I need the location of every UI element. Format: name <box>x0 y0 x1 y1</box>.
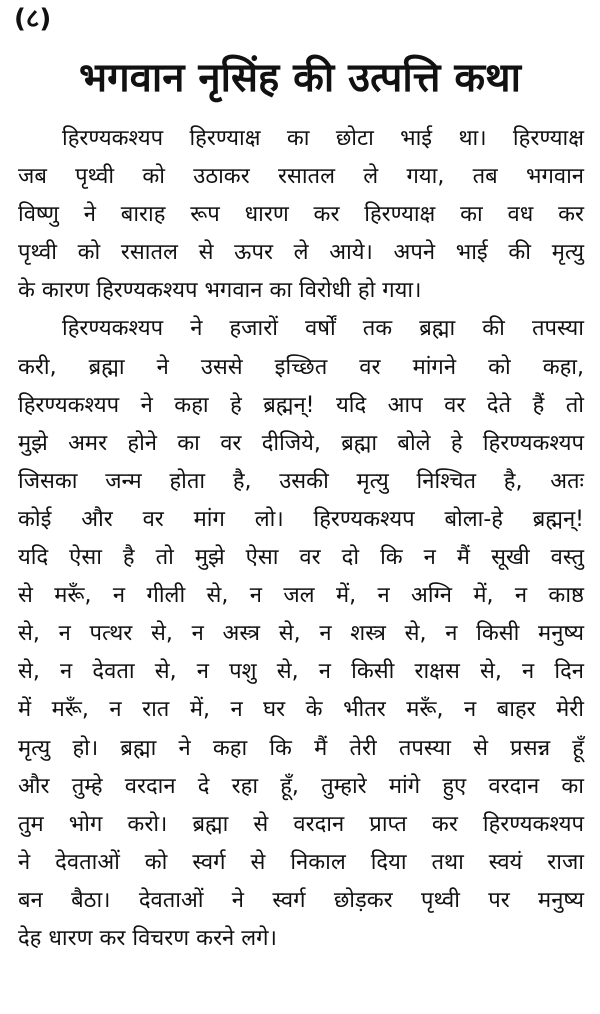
paragraph-2-line-11: में मरूँ, न रात में, न घर के भीतर मरूँ, न बाहर मेरी <box>18 697 584 723</box>
story-title: भगवान नृसिंह की उत्पत्ति कथा <box>79 55 521 101</box>
paragraph-2-line-5: जिसका जन्म होता है, उसकी मृत्यु निश्चित है, अतः <box>18 468 584 494</box>
paragraph-1-line-4: पृथ्वी को रसातल से ऊपर ले आये। अपने भाई की मृत्यु <box>18 240 584 266</box>
paragraph-2-line-3: हिरण्यकश्यप ने कहा हे ब्रह्मन्! यदि आप वर देते हैं तो <box>18 392 584 418</box>
paragraph-2-line-6: कोई और वर मांग लो। हिरण्यकश्यप बोला-हे ब्रह्मन्! <box>18 506 584 532</box>
paragraph-2-line-7: यदि ऐसा है तो मुझे ऐसा वर दो कि न मैं सूखी वस्तु <box>18 545 584 571</box>
paragraph-2-line-9: से, न पत्थर से, न अस्त्र से, न शस्त्र से, न किसी मनुष्य <box>18 621 584 647</box>
paragraph-1-line-2: जब पृथ्वी को उठाकर रसातल ले गया, तब भगवान <box>18 164 584 190</box>
paragraph-1-line-3: विष्णु ने बाराह रूप धारण कर हिरण्याक्ष का वध कर <box>18 202 584 228</box>
paragraph-2-line-13: और तुम्हे वरदान दे रहा हूँ, तुम्हारे मांगे हुए वरदान का <box>18 773 584 799</box>
paragraph-1-line-1: हिरण्यकश्यप हिरण्याक्ष का छोटा भाई था। हिरण्याक्ष <box>62 126 584 151</box>
paragraph-1-line-5: के कारण हिरण्यकश्यप भगवान का विरोधी हो गया। <box>18 278 422 304</box>
paragraph-2-line-15: ने देवताओं को स्वर्ग से निकाल दिया तथा स्वयं राजा <box>18 849 584 875</box>
paragraph-2-line-4: मुझे अमर होने का वर दीजिये, ब्रह्मा बोले हे हिरण्यकश्यप <box>18 430 584 456</box>
paragraph-2-line-14: तुम भोग करो। ब्रह्मा से वरदान प्राप्त कर हिरण्यकश्यप <box>18 811 584 837</box>
paragraph-2-line-8: से मरूँ, न गीली से, न जल में, न अग्नि में, न काष्ठ <box>18 583 584 609</box>
paragraph-2-line-12: मृत्यु हो। ब्रह्मा ने कहा कि मैं तेरी तपस्या से प्रसन्न हूँ <box>18 735 584 761</box>
paragraph-2-line-16: बन बैठा। देवताओं ने स्वर्ग छोड़कर पृथ्वी पर मनुष्य <box>18 887 584 913</box>
paragraph-2-line-1: हिरण्यकश्यप ने हजारों वर्षों तक ब्रह्मा की तपस्या <box>62 316 584 342</box>
paragraph-2-line-10: से, न देवता से, न पशु से, न किसी राक्षस से, न दिन <box>18 659 584 685</box>
story-body <box>18 120 584 958</box>
paragraph-2-line-2: करी, ब्रह्मा ने उससे इच्छित वर मांगने को कहा, <box>18 354 584 380</box>
paragraph-2-line-17: देह धारण कर विचरण करने लगे। <box>18 925 277 951</box>
page-number: (८) <box>14 4 52 34</box>
